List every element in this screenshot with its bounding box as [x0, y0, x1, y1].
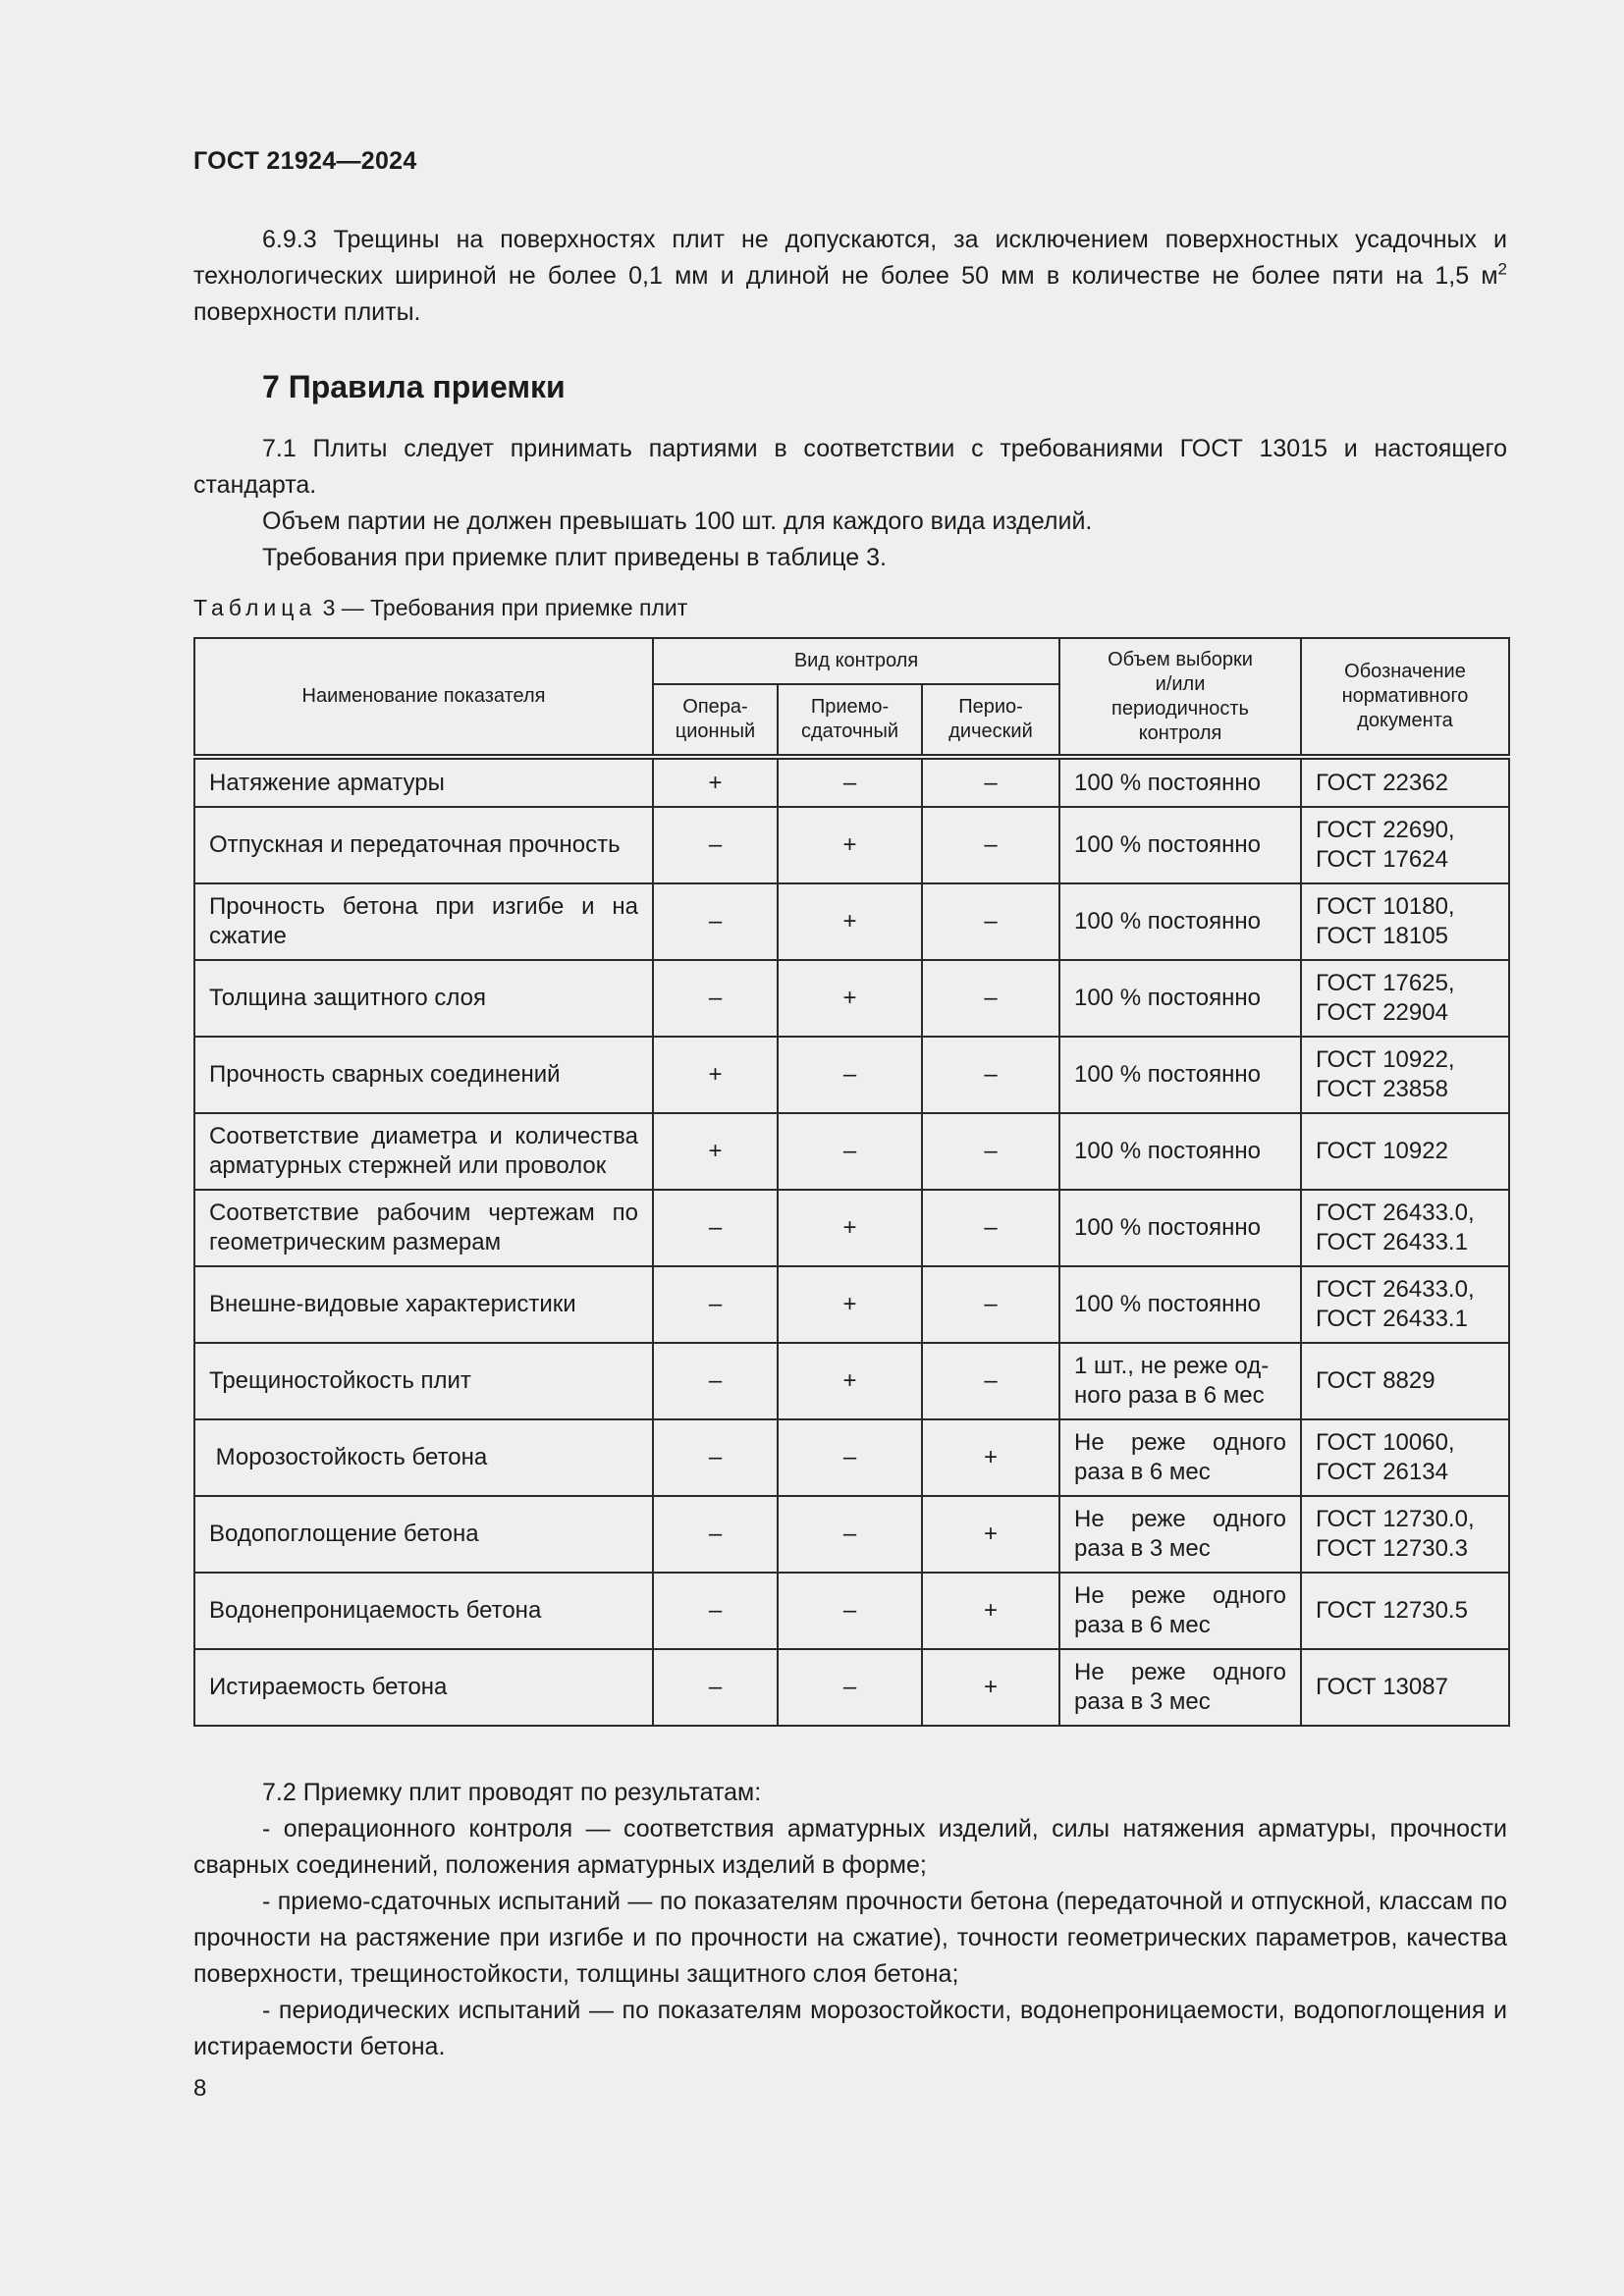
- cell-operational: –: [653, 1419, 778, 1496]
- table-caption: [193, 595, 687, 621]
- paragraph-7-2: [193, 1775, 1507, 2065]
- cell-indicator-name: Натяжение арматуры: [194, 757, 653, 807]
- cell-acceptance: +: [778, 1266, 922, 1343]
- header-volume: Объем выборки и/или периодичность контроля: [1059, 638, 1301, 757]
- cell-operational: –: [653, 1343, 778, 1419]
- table-row: [194, 757, 1509, 807]
- paragraph-7-2-item: - приемо-сдаточных испытаний — по показателям прочности бетона (передаточной и отпускной, классам по прочности на растяжение при изгибе и по прочности на сжатие), точности геометрических параметров, качества поверхности, трещиностойкости, толщины защитного слоя бетона;: [193, 1888, 1507, 1988]
- cell-indicator-name: Соответствие рабочим чертежам по геометрическим размерам: [194, 1190, 653, 1266]
- table-row: [194, 1190, 1509, 1266]
- cell-normative-document: ГОСТ 10060, ГОСТ 26134: [1301, 1419, 1509, 1496]
- cell-sample-volume: 100 % постоянно: [1059, 807, 1301, 883]
- cell-indicator-name: Трещиностойкость плит: [194, 1343, 653, 1419]
- cell-indicator-name: Прочность бетона при изгибе и на сжатие: [194, 883, 653, 960]
- cell-indicator-name: Водонепроницаемость бетона: [194, 1573, 653, 1649]
- cell-operational: –: [653, 807, 778, 883]
- cell-indicator-name: Истираемость бетона: [194, 1649, 653, 1726]
- cell-sample-volume: Не реже одного раза в 3 мес: [1059, 1496, 1301, 1573]
- cell-periodic: +: [922, 1573, 1059, 1649]
- cell-operational: –: [653, 1573, 778, 1649]
- cell-acceptance: –: [778, 1419, 922, 1496]
- header-name: Наименование показателя: [194, 638, 653, 757]
- requirements-table: [193, 637, 1510, 1727]
- paragraph-7-2-item: - операционного контроля — соответствия арматурных изделий, силы натяжения арматуры, прочности сварных соединений, положения арматурных изделий в форме;: [193, 1815, 1507, 1879]
- cell-acceptance: +: [778, 1190, 922, 1266]
- cell-normative-document: ГОСТ 8829: [1301, 1343, 1509, 1419]
- cell-acceptance: –: [778, 1573, 922, 1649]
- table-row: [194, 1649, 1509, 1726]
- cell-operational: +: [653, 757, 778, 807]
- cell-periodic: –: [922, 1343, 1059, 1419]
- header-acceptance: Приемо- сдаточный: [778, 684, 922, 757]
- cell-periodic: –: [922, 807, 1059, 883]
- cell-indicator-name: Прочность сварных соединений: [194, 1037, 653, 1113]
- cell-periodic: –: [922, 960, 1059, 1037]
- cell-sample-volume: 100 % постоянно: [1059, 757, 1301, 807]
- cell-sample-volume: 100 % постоянно: [1059, 1113, 1301, 1190]
- cell-operational: –: [653, 1190, 778, 1266]
- cell-indicator-name: Морозостойкость бетона: [194, 1419, 653, 1496]
- cell-normative-document: ГОСТ 26433.0, ГОСТ 26433.1: [1301, 1266, 1509, 1343]
- cell-sample-volume: 100 % постоянно: [1059, 960, 1301, 1037]
- table-caption-rest: 3 — Требования при приемке плит: [316, 595, 688, 620]
- cell-normative-document: ГОСТ 10922: [1301, 1113, 1509, 1190]
- cell-periodic: +: [922, 1419, 1059, 1496]
- cell-operational: –: [653, 1649, 778, 1726]
- paragraph-7-2-item: - периодических испытаний — по показателям морозостойкости, водонепроницаемости, водопоглощения и истираемости бетона.: [193, 1997, 1507, 2060]
- cell-acceptance: +: [778, 1343, 922, 1419]
- header-operational: Опера- ционный: [653, 684, 778, 757]
- document-code: ГОСТ 21924—2024: [193, 147, 417, 175]
- table-row: [194, 807, 1509, 883]
- cell-normative-document: ГОСТ 22690, ГОСТ 17624: [1301, 807, 1509, 883]
- cell-operational: –: [653, 883, 778, 960]
- cell-periodic: +: [922, 1496, 1059, 1573]
- cell-periodic: +: [922, 1649, 1059, 1726]
- cell-sample-volume: 100 % постоянно: [1059, 1266, 1301, 1343]
- cell-acceptance: +: [778, 807, 922, 883]
- paragraph-7-1: [193, 431, 1507, 576]
- cell-sample-volume: Не реже одного раза в 6 мес: [1059, 1573, 1301, 1649]
- cell-sample-volume: 100 % постоянно: [1059, 1037, 1301, 1113]
- paragraph-6-9-3-lead: 6.9.3 Трещины на поверхностях плит не допускаются, за исключением поверхностных усадочных и технологических шириной не более 0,1 мм и длиной не более 50 мм в количестве не более пяти на 1,5 м: [193, 226, 1507, 290]
- table-row: [194, 1496, 1509, 1573]
- cell-operational: –: [653, 1496, 778, 1573]
- table-caption-word: Таблица: [193, 595, 317, 620]
- section-title: 7 Правила приемки: [262, 369, 566, 404]
- cell-acceptance: +: [778, 960, 922, 1037]
- paragraph-7-2-intro: 7.2 Приемку плит проводят по результатам:: [262, 1779, 762, 1806]
- header-periodic: Перио- дический: [922, 684, 1059, 757]
- table-row: [194, 1343, 1509, 1419]
- cell-operational: +: [653, 1113, 778, 1190]
- cell-indicator-name: Внешне-видовые характеристики: [194, 1266, 653, 1343]
- cell-periodic: –: [922, 1113, 1059, 1190]
- cell-normative-document: ГОСТ 13087: [1301, 1649, 1509, 1726]
- page-number: 8: [193, 2075, 207, 2102]
- cell-normative-document: ГОСТ 12730.0, ГОСТ 12730.3: [1301, 1496, 1509, 1573]
- cell-indicator-name: Толщина защитного слоя: [194, 960, 653, 1037]
- cell-acceptance: –: [778, 1649, 922, 1726]
- table-row: [194, 1037, 1509, 1113]
- table-row: [194, 1113, 1509, 1190]
- cell-periodic: –: [922, 883, 1059, 960]
- cell-sample-volume: Не реже одного раза в 6 мес: [1059, 1419, 1301, 1496]
- paragraph-7-1-line2: Объем партии не должен превышать 100 шт. для каждого вида изделий.: [262, 507, 1093, 535]
- cell-normative-document: ГОСТ 17625, ГОСТ 22904: [1301, 960, 1509, 1037]
- cell-acceptance: +: [778, 883, 922, 960]
- table-row: [194, 1266, 1509, 1343]
- cell-normative-document: ГОСТ 22362: [1301, 757, 1509, 807]
- cell-sample-volume: 1 шт., не реже од- ного раза в 6 мес: [1059, 1343, 1301, 1419]
- header-document: Обозначение нормативного документа: [1301, 638, 1509, 757]
- cell-normative-document: ГОСТ 26433.0, ГОСТ 26433.1: [1301, 1190, 1509, 1266]
- superscript-2: 2: [1497, 259, 1507, 279]
- cell-normative-document: ГОСТ 10922, ГОСТ 23858: [1301, 1037, 1509, 1113]
- cell-normative-document: ГОСТ 12730.5: [1301, 1573, 1509, 1649]
- cell-sample-volume: 100 % постоянно: [1059, 1190, 1301, 1266]
- paragraph-6-9-3: [193, 222, 1507, 331]
- header-control-type: Вид контроля: [653, 638, 1059, 684]
- table-row: [194, 1573, 1509, 1649]
- paragraph-7-1-line1: 7.1 Плиты следует принимать партиями в соответствии с требованиями ГОСТ 13015 и настоящего стандарта.: [193, 435, 1507, 499]
- cell-indicator-name: Отпускная и передаточная прочность: [194, 807, 653, 883]
- paragraph-6-9-3-text: [193, 222, 1507, 331]
- cell-operational: –: [653, 960, 778, 1037]
- cell-periodic: –: [922, 1266, 1059, 1343]
- cell-acceptance: –: [778, 1496, 922, 1573]
- cell-periodic: –: [922, 757, 1059, 807]
- cell-acceptance: –: [778, 1113, 922, 1190]
- cell-periodic: –: [922, 1037, 1059, 1113]
- cell-sample-volume: 100 % постоянно: [1059, 883, 1301, 960]
- cell-sample-volume: Не реже одного раза в 3 мес: [1059, 1649, 1301, 1726]
- cell-operational: –: [653, 1266, 778, 1343]
- cell-acceptance: –: [778, 1037, 922, 1113]
- paragraph-7-1-line3: Требования при приемке плит приведены в таблице 3.: [262, 544, 887, 571]
- paragraph-6-9-3-tail: поверхности плиты.: [193, 298, 421, 326]
- table-row: [194, 960, 1509, 1037]
- table-row: [194, 1419, 1509, 1496]
- cell-indicator-name: Водопоглощение бетона: [194, 1496, 653, 1573]
- cell-operational: +: [653, 1037, 778, 1113]
- table-row: [194, 883, 1509, 960]
- cell-normative-document: ГОСТ 10180, ГОСТ 18105: [1301, 883, 1509, 960]
- cell-indicator-name: Соответствие диаметра и количества арматурных стержней или проволок: [194, 1113, 653, 1190]
- cell-periodic: –: [922, 1190, 1059, 1266]
- cell-acceptance: –: [778, 757, 922, 807]
